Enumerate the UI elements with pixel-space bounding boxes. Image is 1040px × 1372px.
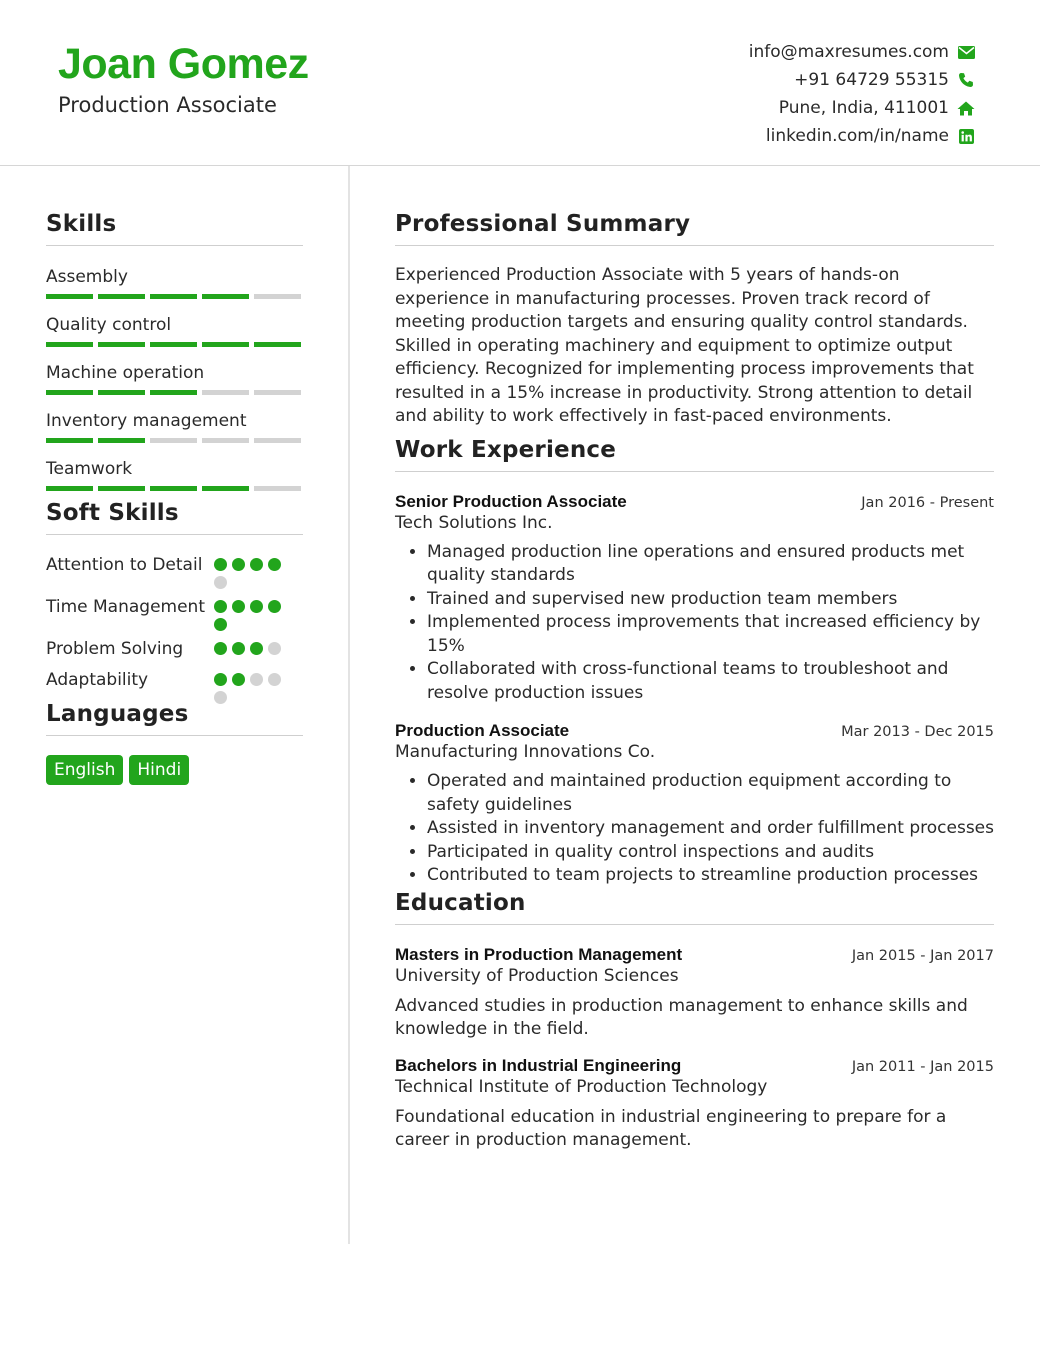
skill-segment-filled <box>46 294 93 299</box>
job-company: Tech Solutions Inc. <box>395 512 553 533</box>
job-bullet: • Collaborated with cross-functional teams to troubleshoot and resolve production issues <box>427 658 994 705</box>
language-tags <box>46 755 303 785</box>
job-bullet: • Contributed to team projects to streamline production processes <box>427 864 994 888</box>
skill-segment-empty <box>254 438 301 443</box>
rating-dot-empty <box>214 576 227 589</box>
skill-segment-empty <box>254 390 301 395</box>
skill-level-bar <box>46 486 303 491</box>
column-divider <box>348 166 350 1244</box>
linkedin-icon <box>957 128 975 144</box>
skill-segment-filled <box>150 390 197 395</box>
job-bullets <box>427 770 994 888</box>
job-bullet: • Assisted in inventory management and order fulfillment processes <box>427 817 994 841</box>
job-title: Production Associate <box>395 721 570 740</box>
rating-dot-filled <box>214 618 227 631</box>
degree-title: Masters in Production Management <box>395 944 683 964</box>
rating-dot-filled <box>214 558 227 571</box>
skill-segment-filled <box>150 294 197 299</box>
rating-dot-filled <box>250 558 263 571</box>
soft-skill-name: Time Management <box>46 597 205 617</box>
skill-item <box>46 458 303 491</box>
home-icon <box>957 100 975 116</box>
skill-segment-filled <box>202 342 249 347</box>
job-entry <box>395 492 994 706</box>
rating-dot-empty <box>268 642 281 655</box>
education-entry <box>395 1056 994 1153</box>
skill-segment-empty <box>254 294 301 299</box>
skill-name: Quality control <box>46 315 172 335</box>
education-description: Advanced studies in production management to enhance skills and knowledge in the field. <box>395 995 968 1039</box>
candidate-title: Production Associate <box>58 93 277 117</box>
skill-name: Teamwork <box>46 459 133 479</box>
soft-skills-section <box>46 500 303 692</box>
school-name: University of Production Sciences <box>395 965 679 986</box>
skill-segment-filled <box>150 486 197 491</box>
soft-skill-rating <box>214 553 294 589</box>
summary-heading: Professional Summary <box>395 211 994 246</box>
rating-dot-filled <box>232 673 245 686</box>
experience-section <box>395 437 994 888</box>
rating-dot-filled <box>232 558 245 571</box>
skill-segment-filled <box>46 438 93 443</box>
language-tag: Hindi <box>129 755 189 785</box>
skill-segment-filled <box>46 342 93 347</box>
rating-dot-filled <box>268 600 281 613</box>
skill-segment-empty <box>202 390 249 395</box>
skill-segment-filled <box>150 342 197 347</box>
education-header <box>395 945 994 965</box>
skill-segment-filled <box>254 342 301 347</box>
skill-segment-empty <box>150 438 197 443</box>
rating-dot-filled <box>232 642 245 655</box>
soft-skill-item <box>46 553 303 589</box>
right-column <box>395 166 994 1153</box>
contact-email[interactable] <box>749 38 975 66</box>
job-bullet: • Participated in quality control inspections and audits <box>427 841 994 865</box>
skill-level-bar <box>46 342 303 347</box>
job-title: Senior Production Associate <box>395 491 627 511</box>
soft-skill-name: Attention to Detail <box>46 555 203 575</box>
experience-heading: Work Experience <box>395 437 994 472</box>
job-company: Manufacturing Innovations Co. <box>395 742 656 762</box>
job-header <box>395 492 994 512</box>
education-dates: Jan 2011 - Jan 2015 <box>851 1058 994 1075</box>
job-bullets <box>427 541 994 706</box>
summary-section <box>395 211 994 429</box>
candidate-name: Joan Gomez <box>58 40 309 88</box>
rating-dot-empty <box>250 673 263 686</box>
rating-dot-filled <box>214 673 227 686</box>
soft-skill-rating <box>214 595 294 631</box>
rating-dot-filled <box>268 558 281 571</box>
skill-segment-empty <box>254 486 301 491</box>
school-name: Technical Institute of Production Technology <box>395 1076 768 1097</box>
skill-name: Inventory management <box>46 411 247 431</box>
skills-section <box>46 211 303 491</box>
job-bullet: • Operated and maintained production equipment according to safety guidelines <box>427 770 994 817</box>
skill-name: Assembly <box>46 267 128 287</box>
education-heading: Education <box>395 890 994 925</box>
contact-linkedin-text: linkedin.com/in/name <box>765 126 949 146</box>
education-section <box>395 890 994 1153</box>
skill-segment-filled <box>46 486 93 491</box>
skill-name: Machine operation <box>46 363 205 383</box>
rating-dot-filled <box>250 600 263 613</box>
job-bullet: • Managed production line operations and ensured products met quality standards <box>427 541 994 588</box>
contact-location <box>749 94 975 122</box>
soft-skill-rating <box>214 637 294 668</box>
phone-icon <box>957 72 975 88</box>
skill-segment-filled <box>98 438 145 443</box>
skill-segment-filled <box>98 294 145 299</box>
skills-heading: Skills <box>46 211 303 246</box>
language-tag: English <box>46 755 123 785</box>
skill-segment-filled <box>98 486 145 491</box>
soft-skill-item <box>46 637 303 668</box>
skill-segment-empty <box>202 438 249 443</box>
soft-skill-item <box>46 595 303 631</box>
left-column <box>46 166 303 785</box>
resume-header <box>0 0 1040 166</box>
job-dates: Jan 2016 - Present <box>861 494 994 511</box>
skill-item <box>46 410 303 443</box>
soft-skill-rating <box>214 668 294 692</box>
skill-item <box>46 362 303 395</box>
rating-dot-filled <box>250 642 263 655</box>
skill-segment-filled <box>98 342 145 347</box>
skill-level-bar <box>46 390 303 395</box>
rating-dot-empty <box>268 673 281 686</box>
education-header <box>395 1056 994 1076</box>
education-description: Foundational education in industrial engineering to prepare for a career in production management. <box>395 1106 947 1150</box>
education-dates: Jan 2015 - Jan 2017 <box>851 947 994 964</box>
envelope-icon <box>957 44 975 60</box>
contact-linkedin[interactable] <box>749 122 975 150</box>
skill-segment-filled <box>202 486 249 491</box>
skill-item <box>46 266 303 299</box>
job-dates: Mar 2013 - Dec 2015 <box>841 724 994 740</box>
contact-list <box>749 38 975 150</box>
languages-heading: Languages <box>46 701 303 736</box>
job-header <box>395 721 994 741</box>
rating-dot-filled <box>232 600 245 613</box>
contact-email-text: info@maxresumes.com <box>748 42 949 62</box>
rating-dot-filled <box>214 600 227 613</box>
degree-title: Bachelors in Industrial Engineering <box>395 1055 682 1075</box>
skill-item <box>46 314 303 347</box>
soft-skill-item <box>46 668 303 692</box>
skill-segment-filled <box>46 390 93 395</box>
rating-dot-empty <box>214 691 227 704</box>
skill-level-bar <box>46 438 303 443</box>
job-bullet: • Implemented process improvements that increased efficiency by 15% <box>427 611 994 658</box>
soft-skills-heading: Soft Skills <box>46 500 303 535</box>
contact-phone-text: +91 64729 55315 <box>794 70 949 90</box>
skill-segment-filled <box>202 294 249 299</box>
education-entry <box>395 945 994 1042</box>
skill-level-bar <box>46 294 303 299</box>
soft-skill-name: Adaptability <box>46 670 149 690</box>
languages-section <box>46 701 303 785</box>
job-entry <box>395 721 994 888</box>
contact-phone[interactable] <box>749 66 975 94</box>
summary-text: Experienced Production Associate with 5 years of hands-on experience in manufacturing processes. Proven track record of meeting production targets and ensuring quality control standards. Skilled in operating machinery and equipment to optimize output efficiency. Recognized for implementing process improvements that resulted in a 15% increase in productivity. Strong attention to detail and ability to work effectively in fast-paced environments. <box>395 265 974 426</box>
skill-segment-filled <box>98 390 145 395</box>
job-bullet: • Trained and supervised new production team members <box>427 588 994 612</box>
contact-location-text: Pune, India, 411001 <box>778 98 949 118</box>
rating-dot-filled <box>214 642 227 655</box>
soft-skill-name: Problem Solving <box>46 639 184 659</box>
